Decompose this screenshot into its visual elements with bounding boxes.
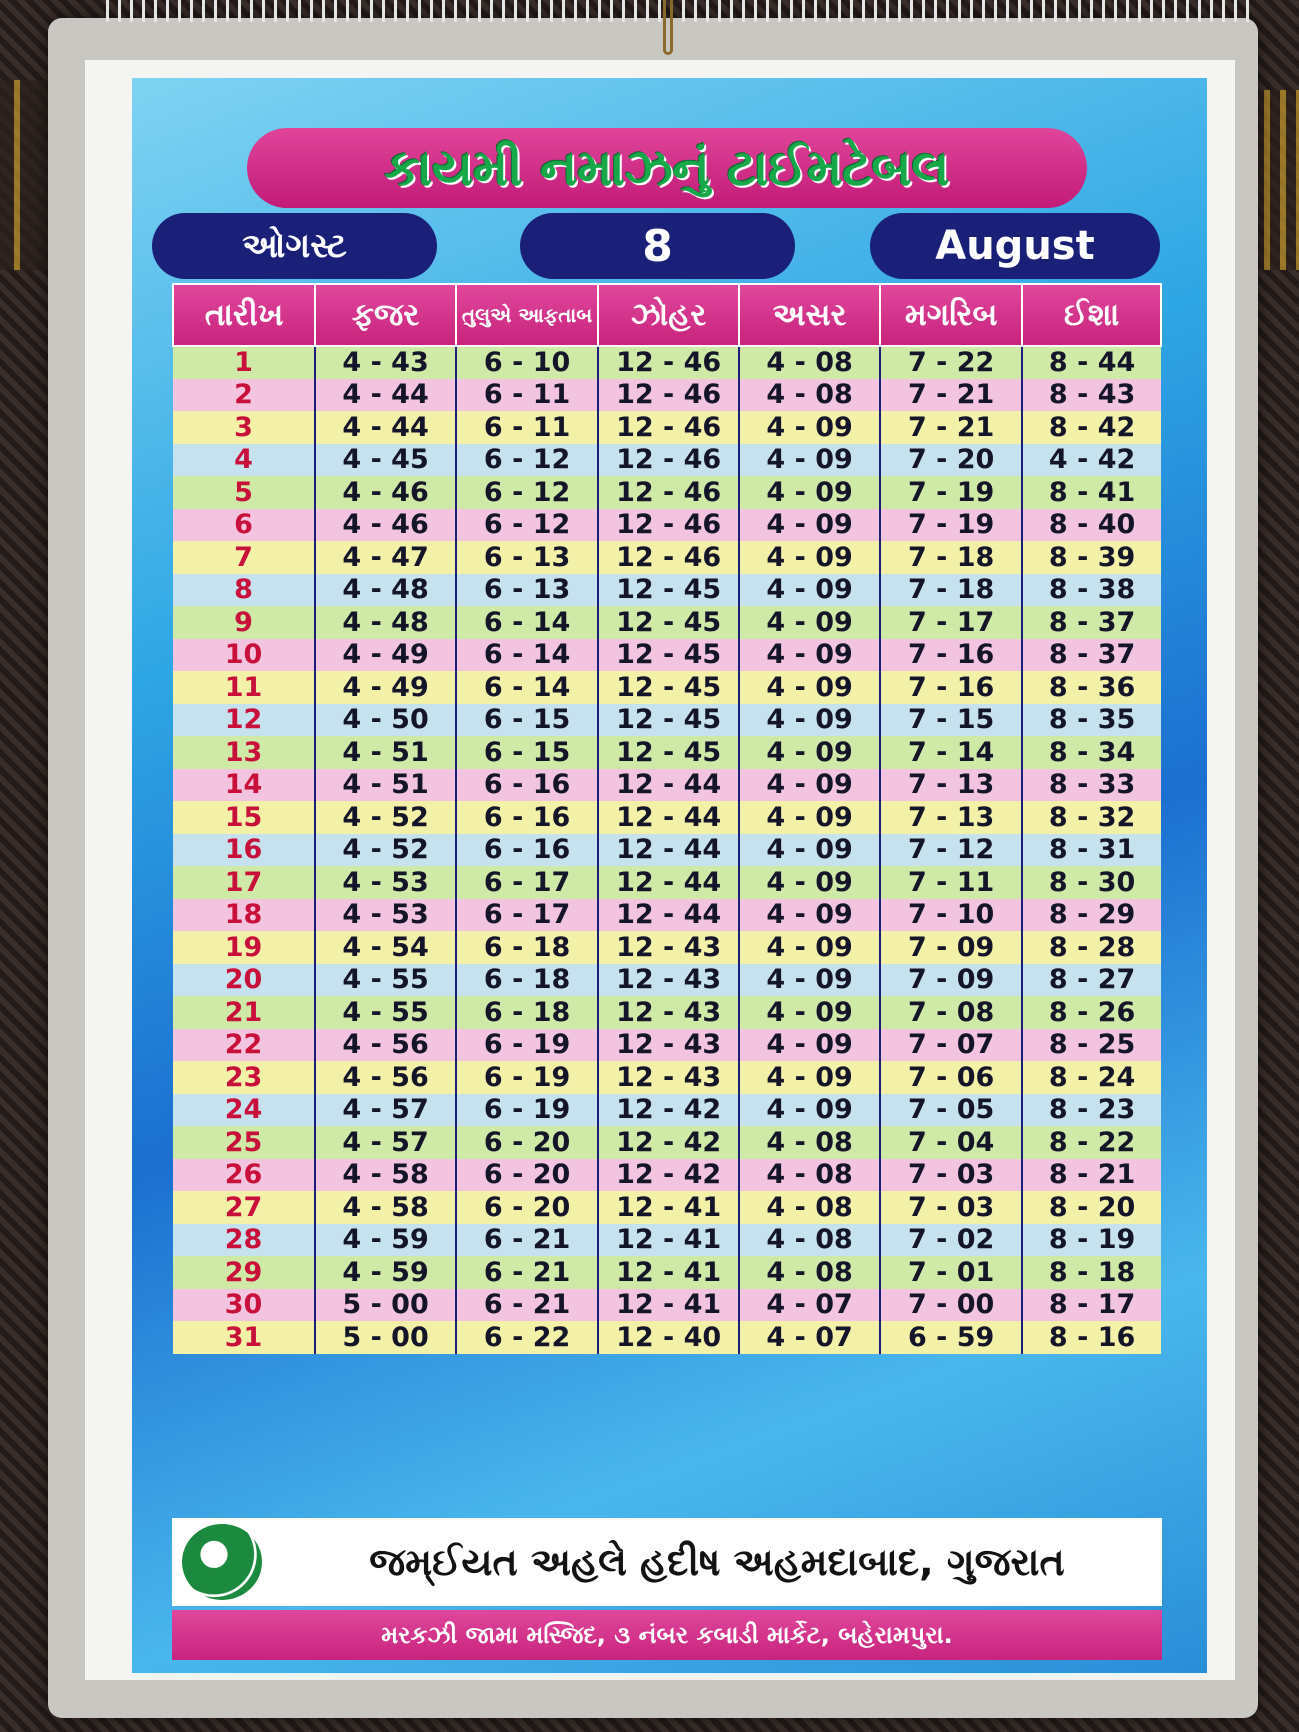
isha-cell: 8 - 31 (1022, 834, 1161, 867)
zohar-cell: 12 - 45 (598, 704, 739, 737)
maghrib-cell: 7 - 04 (880, 1126, 1022, 1159)
zohar-cell: 12 - 44 (598, 769, 739, 802)
sunrise-cell: 6 - 12 (456, 444, 598, 477)
date-cell: 28 (173, 1224, 315, 1257)
sunrise-cell: 6 - 15 (456, 704, 598, 737)
asar-cell: 4 - 08 (739, 1256, 880, 1289)
maghrib-cell: 7 - 02 (880, 1224, 1022, 1257)
isha-cell: 8 - 23 (1022, 1094, 1161, 1127)
table-row (173, 1159, 1161, 1192)
table-row (173, 671, 1161, 704)
asar-cell: 4 - 09 (739, 509, 880, 542)
sunrise-cell: 6 - 18 (456, 964, 598, 997)
column-header-date: તારીખ (173, 284, 315, 346)
fajr-cell: 5 - 00 (315, 1289, 456, 1322)
maghrib-cell: 7 - 01 (880, 1256, 1022, 1289)
zohar-cell: 12 - 46 (598, 379, 739, 412)
month-gujarati-badge (152, 213, 437, 279)
date-cell: 13 (173, 736, 315, 769)
zohar-cell: 12 - 42 (598, 1126, 739, 1159)
isha-cell: 8 - 36 (1022, 671, 1161, 704)
date-cell: 2 (173, 379, 315, 412)
asar-cell: 4 - 09 (739, 1029, 880, 1062)
globe-book-emblem-icon (182, 1524, 262, 1600)
asar-cell: 4 - 09 (739, 606, 880, 639)
date-cell: 6 (173, 509, 315, 542)
zohar-cell: 12 - 41 (598, 1256, 739, 1289)
fajr-cell: 4 - 52 (315, 834, 456, 867)
sunrise-cell: 6 - 20 (456, 1159, 598, 1192)
sunrise-cell: 6 - 16 (456, 834, 598, 867)
fajr-cell: 5 - 00 (315, 1321, 456, 1354)
asar-cell: 4 - 09 (739, 476, 880, 509)
fajr-cell: 4 - 51 (315, 736, 456, 769)
asar-cell: 4 - 08 (739, 346, 880, 379)
isha-cell: 8 - 27 (1022, 964, 1161, 997)
fajr-cell: 4 - 44 (315, 379, 456, 412)
mat-stripe-right (1254, 90, 1299, 270)
zohar-cell: 12 - 42 (598, 1094, 739, 1127)
maghrib-cell: 7 - 14 (880, 736, 1022, 769)
asar-cell: 4 - 07 (739, 1289, 880, 1322)
maghrib-cell: 7 - 07 (880, 1029, 1022, 1062)
fajr-cell: 4 - 54 (315, 931, 456, 964)
page-title: કાયમી નમાઝનું ટાઈમટેબલ (384, 138, 950, 197)
date-cell: 16 (173, 834, 315, 867)
address-bar (172, 1610, 1162, 1660)
fajr-cell: 4 - 58 (315, 1159, 456, 1192)
table-row (173, 1126, 1161, 1159)
sunrise-cell: 6 - 12 (456, 509, 598, 542)
isha-cell: 8 - 29 (1022, 899, 1161, 932)
isha-cell: 8 - 26 (1022, 996, 1161, 1029)
maghrib-cell: 7 - 19 (880, 509, 1022, 542)
sunrise-cell: 6 - 21 (456, 1289, 598, 1322)
asar-cell: 4 - 09 (739, 801, 880, 834)
asar-cell: 4 - 09 (739, 1061, 880, 1094)
asar-cell: 4 - 09 (739, 931, 880, 964)
zohar-cell: 12 - 43 (598, 1061, 739, 1094)
asar-cell: 4 - 09 (739, 704, 880, 737)
maghrib-cell: 7 - 03 (880, 1159, 1022, 1192)
zohar-cell: 12 - 41 (598, 1289, 739, 1322)
maghrib-cell: 7 - 11 (880, 866, 1022, 899)
asar-cell: 4 - 09 (739, 769, 880, 802)
maghrib-cell: 7 - 18 (880, 574, 1022, 607)
fajr-cell: 4 - 56 (315, 1061, 456, 1094)
table-row (173, 736, 1161, 769)
table-row (173, 1289, 1161, 1322)
maghrib-cell: 7 - 19 (880, 476, 1022, 509)
isha-cell: 8 - 28 (1022, 931, 1161, 964)
fajr-cell: 4 - 57 (315, 1126, 456, 1159)
address-text: મરકઝી જામા મસ્જિદ, ૩ નંબર કબાડી માર્કેટ, બહેરામપુરા. (381, 1621, 953, 1649)
date-cell: 18 (173, 899, 315, 932)
asar-cell: 4 - 08 (739, 1126, 880, 1159)
zohar-cell: 12 - 45 (598, 671, 739, 704)
table-row (173, 346, 1161, 379)
sunrise-cell: 6 - 20 (456, 1191, 598, 1224)
isha-cell: 8 - 37 (1022, 639, 1161, 672)
isha-cell: 8 - 35 (1022, 704, 1161, 737)
isha-cell: 8 - 41 (1022, 476, 1161, 509)
table-row (173, 834, 1161, 867)
zohar-cell: 12 - 45 (598, 736, 739, 769)
asar-cell: 4 - 08 (739, 1159, 880, 1192)
column-header-maghrib: મગરિબ (880, 284, 1022, 346)
date-cell: 23 (173, 1061, 315, 1094)
maghrib-cell: 7 - 05 (880, 1094, 1022, 1127)
isha-cell: 8 - 43 (1022, 379, 1161, 412)
table-row (173, 606, 1161, 639)
asar-cell: 4 - 09 (739, 671, 880, 704)
table-row (173, 541, 1161, 574)
maghrib-cell: 7 - 09 (880, 964, 1022, 997)
zohar-cell: 12 - 40 (598, 1321, 739, 1354)
fajr-cell: 4 - 55 (315, 996, 456, 1029)
fajr-cell: 4 - 50 (315, 704, 456, 737)
fajr-cell: 4 - 44 (315, 411, 456, 444)
isha-cell: 8 - 34 (1022, 736, 1161, 769)
table-row (173, 769, 1161, 802)
fajr-cell: 4 - 49 (315, 639, 456, 672)
maghrib-cell: 7 - 13 (880, 801, 1022, 834)
sunrise-cell: 6 - 14 (456, 639, 598, 672)
table-row (173, 996, 1161, 1029)
maghrib-cell: 7 - 21 (880, 379, 1022, 412)
table-row (173, 1224, 1161, 1257)
table-row (173, 964, 1161, 997)
sunrise-cell: 6 - 18 (456, 931, 598, 964)
sunrise-cell: 6 - 19 (456, 1061, 598, 1094)
maghrib-cell: 7 - 18 (880, 541, 1022, 574)
fajr-cell: 4 - 59 (315, 1256, 456, 1289)
table-row (173, 1094, 1161, 1127)
fajr-cell: 4 - 48 (315, 574, 456, 607)
table-row (173, 866, 1161, 899)
maghrib-cell: 7 - 12 (880, 834, 1022, 867)
date-cell: 25 (173, 1126, 315, 1159)
table-row (173, 1191, 1161, 1224)
asar-cell: 4 - 09 (739, 411, 880, 444)
zohar-cell: 12 - 42 (598, 1159, 739, 1192)
sunrise-cell: 6 - 21 (456, 1256, 598, 1289)
isha-cell: 8 - 18 (1022, 1256, 1161, 1289)
isha-cell: 8 - 32 (1022, 801, 1161, 834)
zohar-cell: 12 - 44 (598, 834, 739, 867)
date-cell: 10 (173, 639, 315, 672)
date-cell: 22 (173, 1029, 315, 1062)
zohar-cell: 12 - 46 (598, 411, 739, 444)
maghrib-cell: 7 - 08 (880, 996, 1022, 1029)
title-banner (247, 128, 1087, 208)
asar-cell: 4 - 08 (739, 1224, 880, 1257)
asar-cell: 4 - 09 (739, 639, 880, 672)
timetable-poster (132, 78, 1207, 1673)
isha-cell: 8 - 30 (1022, 866, 1161, 899)
zohar-cell: 12 - 44 (598, 866, 739, 899)
date-cell: 3 (173, 411, 315, 444)
date-cell: 27 (173, 1191, 315, 1224)
sunrise-cell: 6 - 16 (456, 769, 598, 802)
zohar-cell: 12 - 41 (598, 1224, 739, 1257)
column-header-fajr: ફજર (315, 284, 456, 346)
asar-cell: 4 - 09 (739, 574, 880, 607)
zohar-cell: 12 - 44 (598, 801, 739, 834)
sunrise-cell: 6 - 11 (456, 411, 598, 444)
zohar-cell: 12 - 45 (598, 639, 739, 672)
isha-cell: 8 - 22 (1022, 1126, 1161, 1159)
maghrib-cell: 7 - 22 (880, 346, 1022, 379)
maghrib-cell: 7 - 21 (880, 411, 1022, 444)
sunrise-cell: 6 - 17 (456, 866, 598, 899)
sunrise-cell: 6 - 13 (456, 574, 598, 607)
asar-cell: 4 - 09 (739, 1094, 880, 1127)
table-row (173, 1256, 1161, 1289)
asar-cell: 4 - 09 (739, 834, 880, 867)
isha-cell: 8 - 17 (1022, 1289, 1161, 1322)
asar-cell: 4 - 07 (739, 1321, 880, 1354)
table-row (173, 411, 1161, 444)
table-row (173, 801, 1161, 834)
zohar-cell: 12 - 43 (598, 1029, 739, 1062)
sunrise-cell: 6 - 17 (456, 899, 598, 932)
table-row (173, 476, 1161, 509)
sunrise-cell: 6 - 14 (456, 671, 598, 704)
table-row (173, 574, 1161, 607)
fajr-cell: 4 - 51 (315, 769, 456, 802)
table-row (173, 509, 1161, 542)
isha-cell: 8 - 20 (1022, 1191, 1161, 1224)
organization-name: જમ્ઈયત અહલે હદીષ અહમદાબાદ, ગુજરાત (369, 1539, 1065, 1584)
maghrib-cell: 7 - 16 (880, 639, 1022, 672)
fajr-cell: 4 - 45 (315, 444, 456, 477)
date-cell: 29 (173, 1256, 315, 1289)
date-cell: 8 (173, 574, 315, 607)
date-cell: 5 (173, 476, 315, 509)
maghrib-cell: 7 - 17 (880, 606, 1022, 639)
fajr-cell: 4 - 49 (315, 671, 456, 704)
isha-cell: 8 - 33 (1022, 769, 1161, 802)
fajr-cell: 4 - 57 (315, 1094, 456, 1127)
asar-cell: 4 - 08 (739, 1191, 880, 1224)
asar-cell: 4 - 09 (739, 736, 880, 769)
isha-cell: 8 - 25 (1022, 1029, 1161, 1062)
table-row (173, 704, 1161, 737)
prayer-times-table (172, 283, 1162, 1354)
date-cell: 20 (173, 964, 315, 997)
table-row (173, 379, 1161, 412)
fajr-cell: 4 - 55 (315, 964, 456, 997)
maghrib-cell: 7 - 15 (880, 704, 1022, 737)
table-row (173, 899, 1161, 932)
fajr-cell: 4 - 59 (315, 1224, 456, 1257)
zohar-cell: 12 - 41 (598, 1191, 739, 1224)
isha-cell: 8 - 40 (1022, 509, 1161, 542)
maghrib-cell: 7 - 10 (880, 899, 1022, 932)
isha-cell: 8 - 19 (1022, 1224, 1161, 1257)
zohar-cell: 12 - 43 (598, 931, 739, 964)
sunrise-cell: 6 - 21 (456, 1224, 598, 1257)
date-cell: 26 (173, 1159, 315, 1192)
isha-cell: 8 - 42 (1022, 411, 1161, 444)
column-header-sunrise: તુલુએ આફતાબ (456, 284, 598, 346)
sunrise-cell: 6 - 14 (456, 606, 598, 639)
fajr-cell: 4 - 52 (315, 801, 456, 834)
fajr-cell: 4 - 48 (315, 606, 456, 639)
asar-cell: 4 - 09 (739, 964, 880, 997)
zohar-cell: 12 - 46 (598, 476, 739, 509)
date-cell: 31 (173, 1321, 315, 1354)
zohar-cell: 12 - 46 (598, 509, 739, 542)
maghrib-cell: 7 - 16 (880, 671, 1022, 704)
fajr-cell: 4 - 46 (315, 476, 456, 509)
sunrise-cell: 6 - 11 (456, 379, 598, 412)
isha-cell: 8 - 38 (1022, 574, 1161, 607)
asar-cell: 4 - 09 (739, 444, 880, 477)
column-header-asar: અસર (739, 284, 880, 346)
zohar-cell: 12 - 46 (598, 541, 739, 574)
isha-cell: 4 - 42 (1022, 444, 1161, 477)
column-header-zohar: ઝોહર (598, 284, 739, 346)
sunrise-cell: 6 - 22 (456, 1321, 598, 1354)
asar-cell: 4 - 09 (739, 996, 880, 1029)
zohar-cell: 12 - 43 (598, 996, 739, 1029)
fajr-cell: 4 - 58 (315, 1191, 456, 1224)
asar-cell: 4 - 09 (739, 866, 880, 899)
maghrib-cell: 6 - 59 (880, 1321, 1022, 1354)
sunrise-cell: 6 - 13 (456, 541, 598, 574)
sunrise-cell: 6 - 20 (456, 1126, 598, 1159)
month-gujarati: ઓગસ્ટ (242, 226, 347, 266)
date-cell: 30 (173, 1289, 315, 1322)
fajr-cell: 4 - 56 (315, 1029, 456, 1062)
isha-cell: 8 - 16 (1022, 1321, 1161, 1354)
table-row (173, 1321, 1161, 1354)
asar-cell: 4 - 09 (739, 541, 880, 574)
zohar-cell: 12 - 43 (598, 964, 739, 997)
table-row (173, 931, 1161, 964)
fajr-cell: 4 - 43 (315, 346, 456, 379)
isha-cell: 8 - 44 (1022, 346, 1161, 379)
isha-cell: 8 - 21 (1022, 1159, 1161, 1192)
table-row (173, 1029, 1161, 1062)
zohar-cell: 12 - 45 (598, 574, 739, 607)
maghrib-cell: 7 - 06 (880, 1061, 1022, 1094)
sunrise-cell: 6 - 18 (456, 996, 598, 1029)
date-cell: 7 (173, 541, 315, 574)
asar-cell: 4 - 08 (739, 379, 880, 412)
asar-cell: 4 - 09 (739, 899, 880, 932)
sunrise-cell: 6 - 10 (456, 346, 598, 379)
date-cell: 15 (173, 801, 315, 834)
month-english-badge (870, 213, 1160, 279)
maghrib-cell: 7 - 03 (880, 1191, 1022, 1224)
isha-cell: 8 - 39 (1022, 541, 1161, 574)
date-cell: 19 (173, 931, 315, 964)
isha-cell: 8 - 24 (1022, 1061, 1161, 1094)
fajr-cell: 4 - 53 (315, 899, 456, 932)
month-english: August (935, 223, 1095, 269)
maghrib-cell: 7 - 00 (880, 1289, 1022, 1322)
date-cell: 17 (173, 866, 315, 899)
isha-cell: 8 - 37 (1022, 606, 1161, 639)
table-row (173, 1061, 1161, 1094)
hanging-string (663, 0, 673, 55)
table-row (173, 444, 1161, 477)
sunrise-cell: 6 - 19 (456, 1029, 598, 1062)
maghrib-cell: 7 - 20 (880, 444, 1022, 477)
table-header-row (173, 284, 1161, 346)
date-cell: 1 (173, 346, 315, 379)
date-cell: 12 (173, 704, 315, 737)
sunrise-cell: 6 - 19 (456, 1094, 598, 1127)
zohar-cell: 12 - 46 (598, 346, 739, 379)
month-number-badge (520, 213, 795, 279)
date-cell: 14 (173, 769, 315, 802)
maghrib-cell: 7 - 13 (880, 769, 1022, 802)
date-cell: 24 (173, 1094, 315, 1127)
fajr-cell: 4 - 47 (315, 541, 456, 574)
zohar-cell: 12 - 46 (598, 444, 739, 477)
fajr-cell: 4 - 53 (315, 866, 456, 899)
sunrise-cell: 6 - 16 (456, 801, 598, 834)
month-number: 8 (642, 220, 673, 272)
column-header-isha: ઈશા (1022, 284, 1161, 346)
date-cell: 21 (173, 996, 315, 1029)
date-cell: 4 (173, 444, 315, 477)
organization-footer (172, 1518, 1162, 1606)
table-row (173, 639, 1161, 672)
sunrise-cell: 6 - 12 (456, 476, 598, 509)
maghrib-cell: 7 - 09 (880, 931, 1022, 964)
sunrise-cell: 6 - 15 (456, 736, 598, 769)
fajr-cell: 4 - 46 (315, 509, 456, 542)
date-cell: 11 (173, 671, 315, 704)
zohar-cell: 12 - 44 (598, 899, 739, 932)
zohar-cell: 12 - 45 (598, 606, 739, 639)
spiral-binding (100, 0, 1250, 22)
date-cell: 9 (173, 606, 315, 639)
